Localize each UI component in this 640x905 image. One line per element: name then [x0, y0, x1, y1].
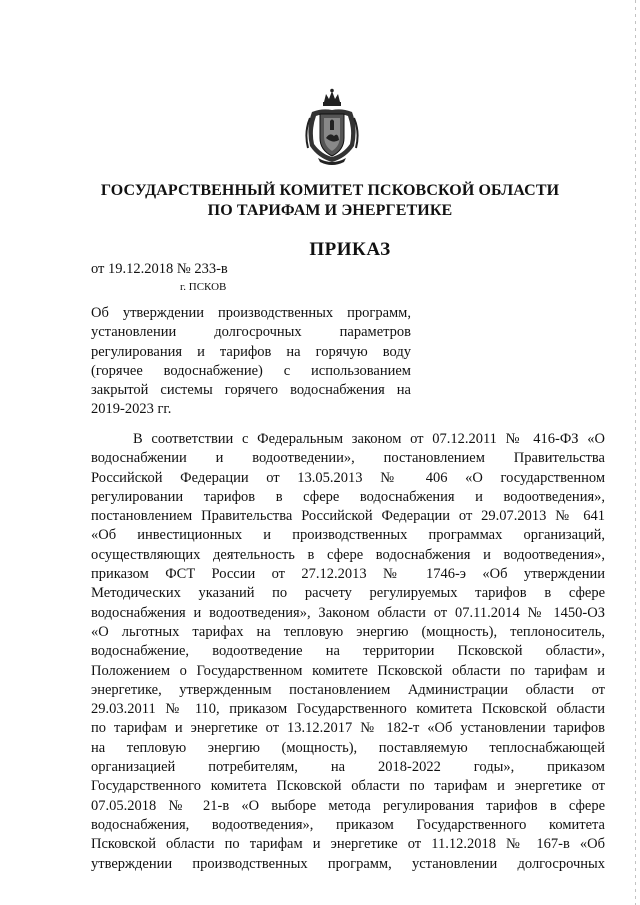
body-line: энергетике, утвержденным постановлением Администрации области от	[91, 681, 605, 698]
document-subject	[91, 304, 411, 420]
subject-line: Об утверждении производственных программ,	[91, 305, 411, 321]
coat-of-arms-icon	[300, 88, 364, 168]
body-line: Методических указаний по расчету регулируемых тарифов в сфере	[91, 585, 605, 602]
body-line: осуществляющих деятельность в сфере водоснабжения и водоотведения»,	[91, 546, 605, 563]
body-line: Псковской области по тарифам и энергетике от 11.12.2018 № 167-в «Об	[91, 836, 605, 853]
subject-line: регулирования и тарифов на горячую воду	[91, 343, 411, 360]
document-date-number: от 19.12.2018 № 233-в	[91, 261, 228, 277]
body-line: на тепловую энергию (мощность), поставляемую теплоснабжающей	[91, 739, 605, 756]
body-line: утверждении производственных программ, установлении долгосрочных	[91, 855, 605, 872]
body-line: Российской Федерации от 13.05.2013 № 406 «О государственном	[91, 469, 605, 486]
body-line: «О льготных тарифах на тепловую энергию (мощность), теплоноситель,	[91, 623, 605, 640]
org-name-line2: ПО ТАРИФАМ И ЭНЕРГЕТИКЕ	[207, 202, 453, 219]
body-line: В соответствии с Федеральным законом от 07.12.2011 № 416-ФЗ «О	[133, 431, 605, 447]
body-line: по тарифам и энергетике от 13.12.2017 № 182-т «Об установлении тарифов	[91, 720, 605, 737]
body-line: 07.05.2018 № 21-в «О выборе метода регулирования тарифов в сфере	[91, 797, 605, 814]
document-city: г. ПСКОВ	[180, 281, 227, 293]
subject-line: (горячее водоснабжение) с использованием	[91, 362, 411, 379]
body-line: регулировании тарифов в сфере водоснабжения и водоотведения»,	[91, 488, 605, 505]
body-line: приказом ФСТ России от 27.12.2013 № 1746-э «Об утверждении	[91, 566, 605, 583]
body-line: Положением о Государственном комитете Псковской области по тарифам и	[91, 662, 605, 679]
subject-line: закрытой системы горячего водоснабжения на	[91, 382, 411, 399]
subject-line: 2019-2023 гг.	[91, 401, 172, 418]
body-line: «Об инвестиционных и производственных программах организаций,	[91, 527, 605, 544]
body-line: постановлением Правительства Российской Федерации от 29.07.2013 № 641	[91, 508, 605, 525]
body-line: водоснабжении и водоотведении», постановлением Правительства	[91, 450, 605, 467]
document-title: ПРИКАЗ	[309, 239, 391, 260]
body-line: водоснабжение, водоотведение на территории Псковской области»,	[91, 643, 605, 660]
body-line: водоснабжения, водоотведения», приказом Государственного комитета	[91, 816, 605, 833]
organization-name	[100, 181, 560, 221]
document-body	[91, 430, 605, 874]
body-line: организацией потребителям, на 2018-2022 годы», приказом	[91, 759, 605, 776]
body-line: 29.03.2011 № 110, приказом Государственного комитета Псковской области	[91, 701, 605, 718]
scan-edge	[635, 0, 636, 905]
body-line: Государственного комитета Псковской области по тарифам и энергетике от	[91, 778, 605, 795]
body-line: водоснабжения и водоотведения», Законом области от 07.11.2014 № 1450-ОЗ	[91, 604, 605, 621]
subject-line: установлении долгосрочных параметров	[91, 324, 411, 341]
org-name-line1: ГОСУДАРСТВЕННЫЙ КОМИТЕТ ПСКОВСКОЙ ОБЛАСТИ	[100, 182, 560, 199]
